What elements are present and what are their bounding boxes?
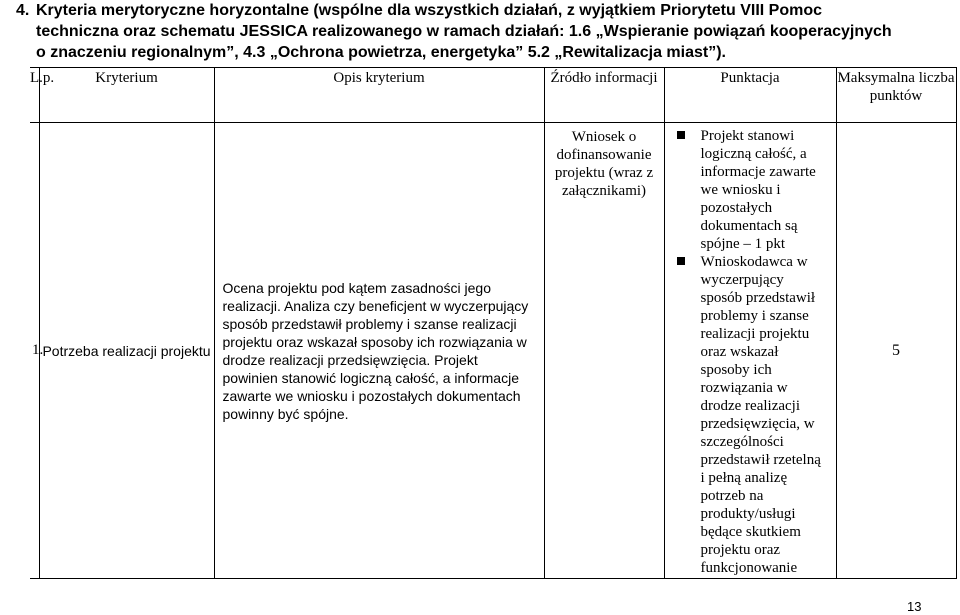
cell-maks: 5 xyxy=(836,123,956,579)
table-row xyxy=(30,123,956,579)
cell-opis: Ocena projektu pod kątem zasadności jego realizacji. Analiza czy beneficjent w wyczerpujący sposób przedstawił problemy i szanse realizacji projektu oraz wskazał sposoby ich rozwiązania w drodze realizacji przedsięwzięcia. Projekt powinien stanowić logiczną całość, a informacje zawarte we wniosku i pozostałych dokumentach powinny być spójne. xyxy=(214,123,544,579)
cell-kryterium: Potrzeba realizacji projektu xyxy=(39,123,214,579)
punktacja-item-text: Wnioskodawca w wyczerpujący sposób przedstawił problemy i szanse realizacji projektu oraz wskazał sposoby ich rozwiązania w drodze realizacji przedsięwzięcia, w szczególności przedstawił rzetelną i pełną analizę potrzeb na produkty/usługi będące skutkiem projektu oraz funkcjonowanie xyxy=(700,254,821,576)
heading-line-3: o znaczeniu regionalnym”, 4.3 „Ochrona powietrza, energetyka” 5.2 „Rewitalizacja miast”). xyxy=(36,44,726,61)
header-maks: Maksymalna liczba punktów xyxy=(836,68,956,123)
table-header-row xyxy=(30,68,956,123)
cell-lp: 1. xyxy=(30,123,39,579)
heading-line-1: Kryteria merytoryczne horyzontalne (wspólne dla wszystkich działań, z wyjątkiem Priorytetu VIII Pomoc xyxy=(36,2,823,19)
punktacja-item-text: Projekt stanowi logiczną całość, a informacje zawarte we wniosku i pozostałych dokumentach są spójne – 1 pkt xyxy=(700,128,816,252)
section-heading xyxy=(16,0,946,63)
square-bullet-icon xyxy=(677,131,685,139)
section-number: 4. xyxy=(16,2,30,19)
header-opis: Opis kryterium xyxy=(214,68,544,123)
heading-line-2: techniczna oraz schematu JESSICA realizowanego w ramach działań: 1.6 „Wspieranie powiązań kooperacyjnych xyxy=(36,23,892,40)
page-number: 13 xyxy=(907,599,922,614)
header-zrodlo: Źródło informacji xyxy=(544,68,664,123)
header-lp: L.p. xyxy=(30,68,39,123)
criteria-table xyxy=(30,67,957,579)
list-item xyxy=(673,127,828,253)
header-punktacja: Punktacja xyxy=(664,68,836,123)
cell-punktacja xyxy=(664,123,836,579)
list-item xyxy=(673,253,828,577)
cell-zrodlo: Wniosek o dofinansowanie projektu (wraz z załącznikami) xyxy=(544,123,664,579)
square-bullet-icon xyxy=(677,257,685,265)
header-kryterium: Kryterium xyxy=(39,68,214,123)
